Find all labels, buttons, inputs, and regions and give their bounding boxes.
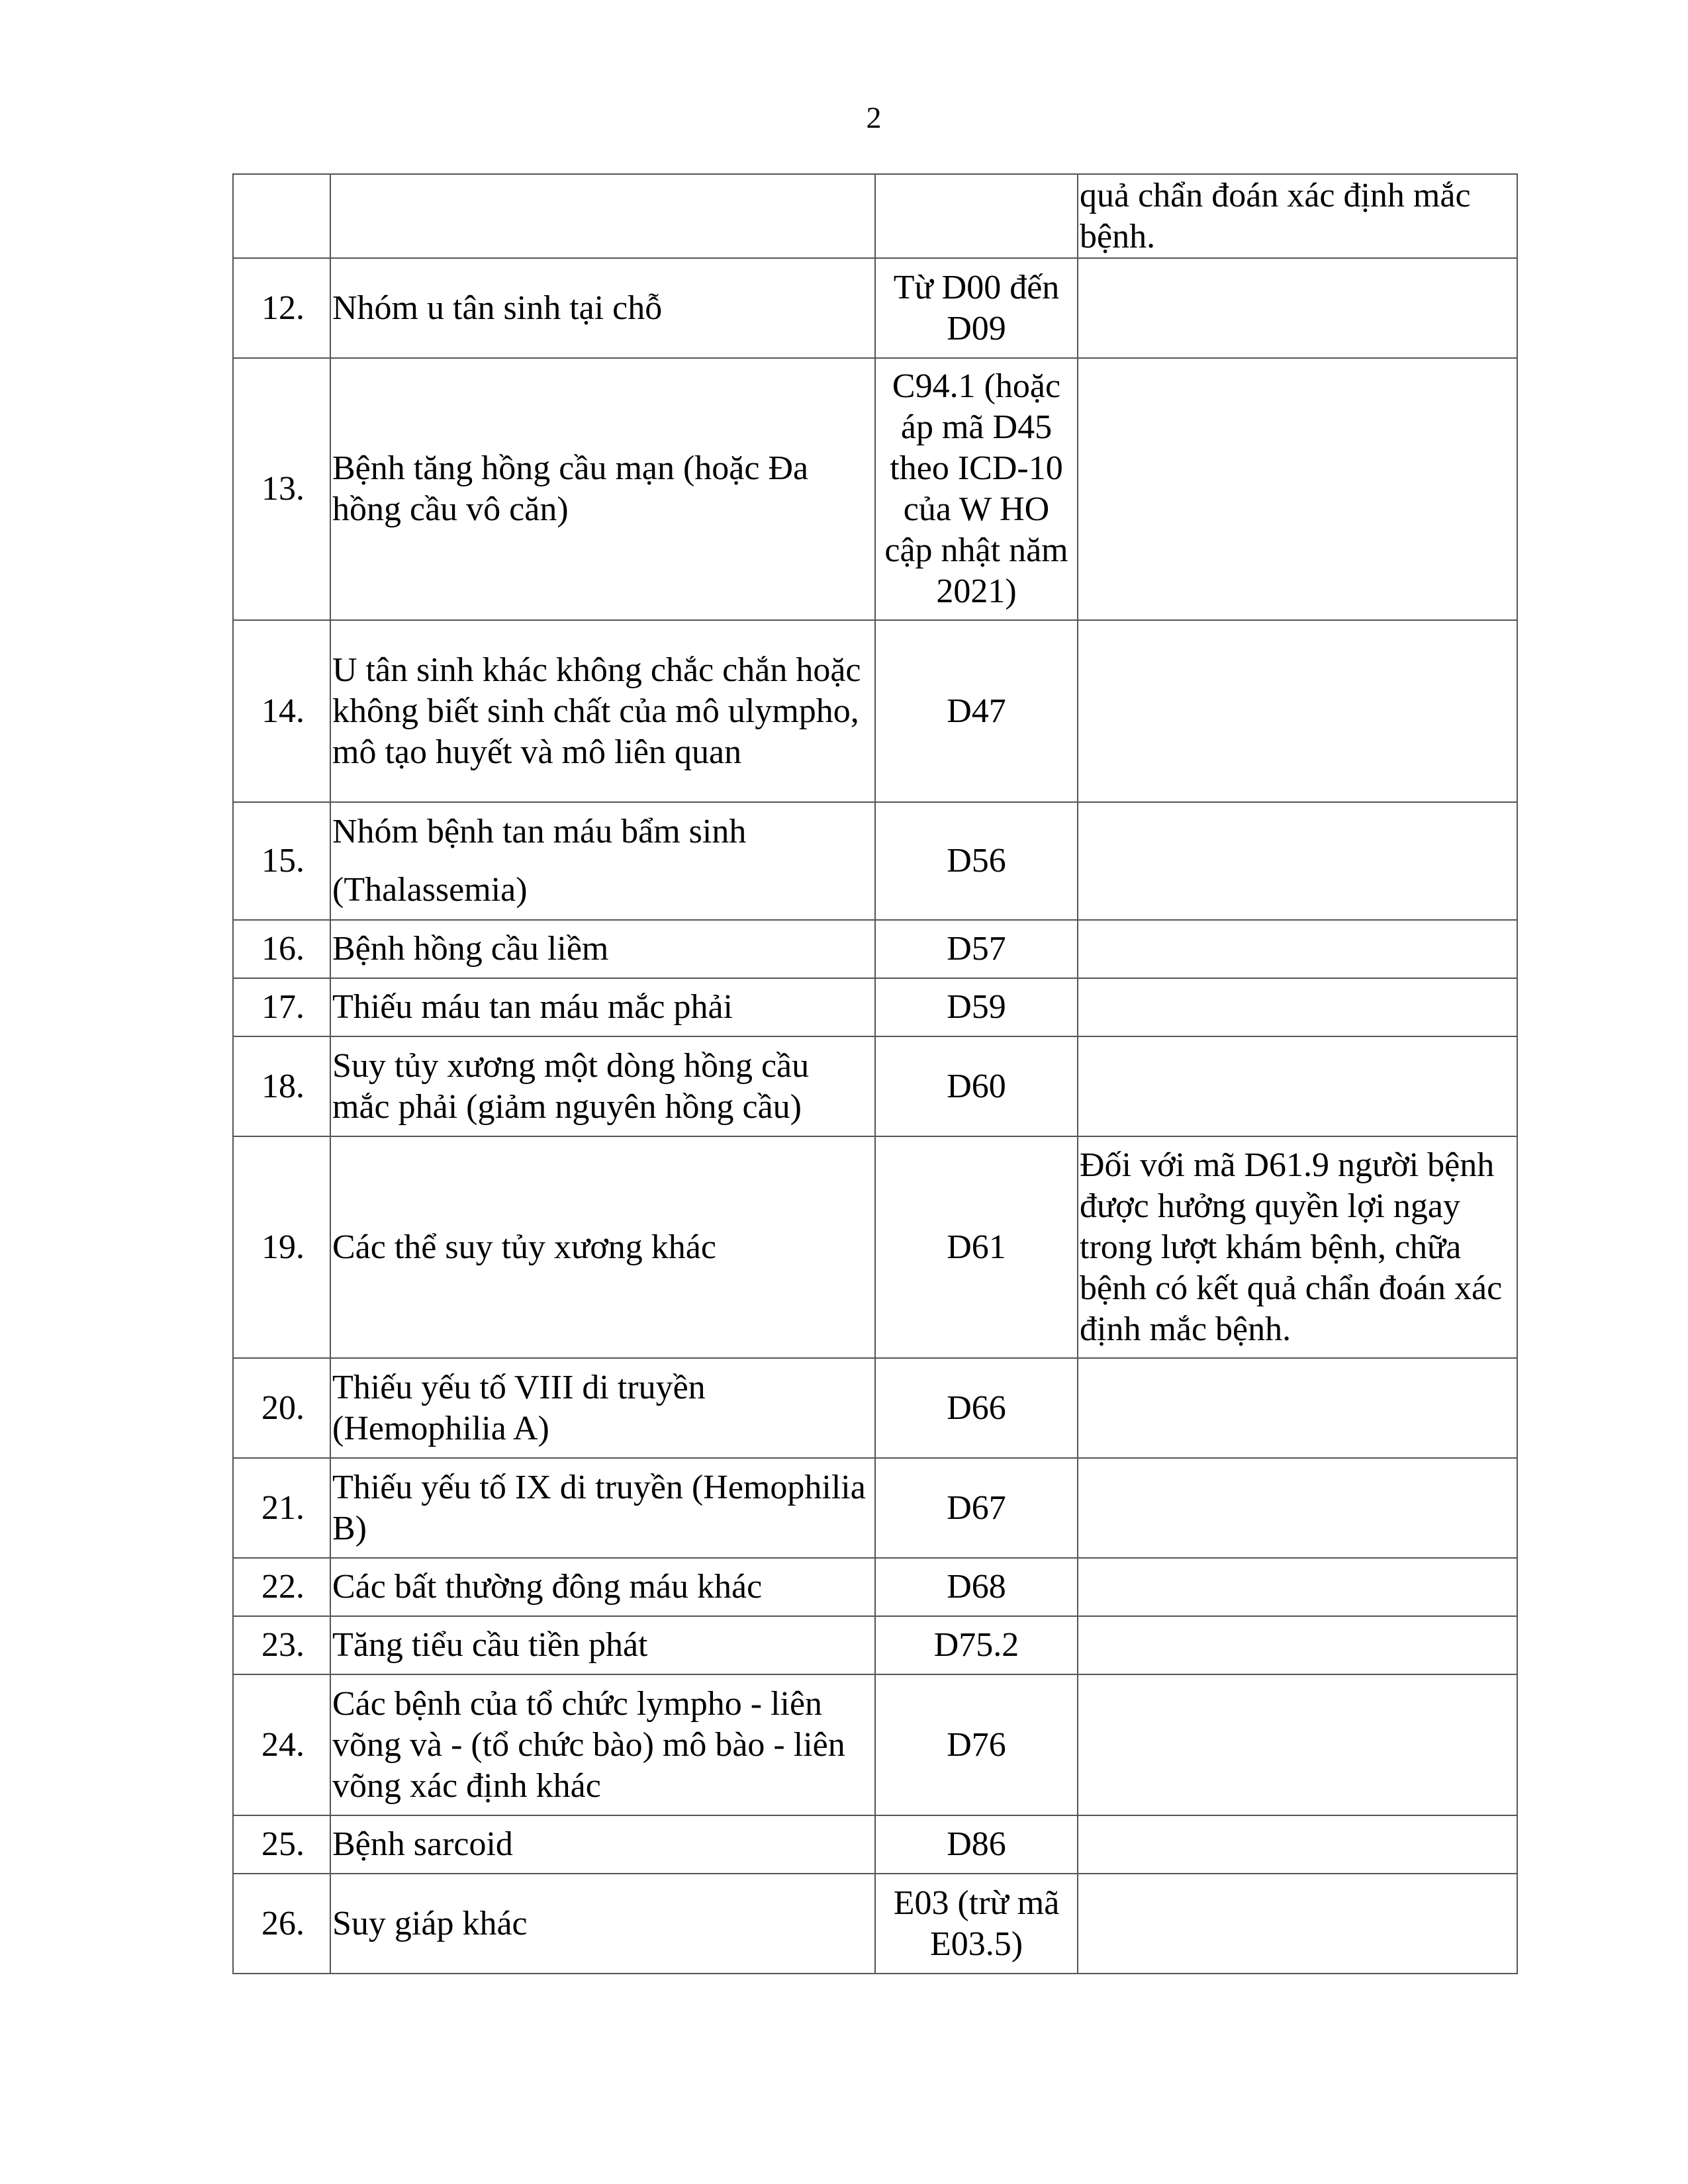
note: [1078, 1458, 1517, 1558]
table-row: [233, 1358, 1517, 1458]
note: [1078, 1036, 1517, 1136]
icd-code: D61: [875, 1136, 1078, 1358]
table-row: [233, 1458, 1517, 1558]
disease-name: Nhóm u tân sinh tại chỗ: [330, 258, 875, 358]
icd-code: D60: [875, 1036, 1078, 1136]
row-number: [233, 174, 330, 258]
note: [1078, 258, 1517, 358]
disease-name: Bệnh sarcoid: [330, 1815, 875, 1874]
note: [1078, 978, 1517, 1036]
icd-code: E03 (trừ mã E03.5): [875, 1874, 1078, 1974]
disease-name: Bệnh tăng hồng cầu mạn (hoặc Đa hồng cầu vô căn): [330, 358, 875, 620]
table-row: [233, 1674, 1517, 1815]
table-row: [233, 1616, 1517, 1674]
row-number: 21.: [233, 1458, 330, 1558]
row-number: 23.: [233, 1616, 330, 1674]
icd-code: D76: [875, 1674, 1078, 1815]
row-number: 26.: [233, 1874, 330, 1974]
table-row: [233, 620, 1517, 802]
icd-code: C94.1 (hoặc áp mã D45 theo ICD-10 của W HO cập nhật năm 2021): [875, 358, 1078, 620]
table-row: [233, 978, 1517, 1036]
row-number: 25.: [233, 1815, 330, 1874]
disease-name: Nhóm bệnh tan máu bẩm sinh (Thalassemia): [330, 802, 875, 920]
disease-name: U tân sinh khác không chắc chắn hoặc không biết sinh chất của mô ulympho, mô tạo huyết và mô liên quan: [330, 620, 875, 802]
note: [1078, 1558, 1517, 1616]
icd-code: Từ D00 đến D09: [875, 258, 1078, 358]
disease-name: Suy giáp khác: [330, 1874, 875, 1974]
note: [1078, 620, 1517, 802]
table-row: [233, 1558, 1517, 1616]
row-number: 22.: [233, 1558, 330, 1616]
table-row: [233, 802, 1517, 920]
table-row: [233, 258, 1517, 358]
table-row: [233, 1815, 1517, 1874]
note: [1078, 358, 1517, 620]
note: Đối với mã D61.9 người bệnh được hưởng quyền lợi ngay trong lượt khám bệnh, chữa bệnh có kết quả chẩn đoán xác định mắc bệnh.: [1078, 1136, 1517, 1358]
row-number: 15.: [233, 802, 330, 920]
disease-name: Thiếu máu tan máu mắc phải: [330, 978, 875, 1036]
disease-name: Thiếu yếu tố IX di truyền (Hemophilia B): [330, 1458, 875, 1558]
row-number: 12.: [233, 258, 330, 358]
icd-code: D67: [875, 1458, 1078, 1558]
note: [1078, 1674, 1517, 1815]
disease-code-table: [232, 173, 1518, 1974]
row-number: 17.: [233, 978, 330, 1036]
note: [1078, 802, 1517, 920]
note: [1078, 920, 1517, 978]
row-number: 19.: [233, 1136, 330, 1358]
table-row: [233, 1874, 1517, 1974]
page-number: 2: [866, 101, 882, 134]
row-number: 20.: [233, 1358, 330, 1458]
icd-code: D59: [875, 978, 1078, 1036]
icd-code: D68: [875, 1558, 1078, 1616]
disease-name: Các thể suy tủy xương khác: [330, 1136, 875, 1358]
disease-name: Thiếu yếu tố VIII di truyền (Hemophilia A): [330, 1358, 875, 1458]
row-number: 18.: [233, 1036, 330, 1136]
note: [1078, 1815, 1517, 1874]
disease-name: Bệnh hồng cầu liềm: [330, 920, 875, 978]
icd-code: D86: [875, 1815, 1078, 1874]
disease-name: [330, 174, 875, 258]
table-row: [233, 358, 1517, 620]
disease-name: Các bất thường đông máu khác: [330, 1558, 875, 1616]
icd-code: D56: [875, 802, 1078, 920]
icd-code: D57: [875, 920, 1078, 978]
table-row: [233, 174, 1517, 258]
icd-code: D66: [875, 1358, 1078, 1458]
row-number: 16.: [233, 920, 330, 978]
row-number: 13.: [233, 358, 330, 620]
icd-code: D75.2: [875, 1616, 1078, 1674]
note: [1078, 1874, 1517, 1974]
icd-code: [875, 174, 1078, 258]
disease-name: Suy tủy xương một dòng hồng cầu mắc phải (giảm nguyên hồng cầu): [330, 1036, 875, 1136]
note: [1078, 1358, 1517, 1458]
icd-code: D47: [875, 620, 1078, 802]
note: [1078, 1616, 1517, 1674]
note: quả chẩn đoán xác định mắc bệnh.: [1078, 174, 1517, 258]
row-number: 14.: [233, 620, 330, 802]
table-row: [233, 920, 1517, 978]
disease-name: Tăng tiểu cầu tiền phát: [330, 1616, 875, 1674]
table-row: [233, 1136, 1517, 1358]
disease-name: Các bệnh của tổ chức lympho - liên võng và - (tổ chức bào) mô bào - liên võng xác định khác: [330, 1674, 875, 1815]
row-number: 24.: [233, 1674, 330, 1815]
table-row: [233, 1036, 1517, 1136]
